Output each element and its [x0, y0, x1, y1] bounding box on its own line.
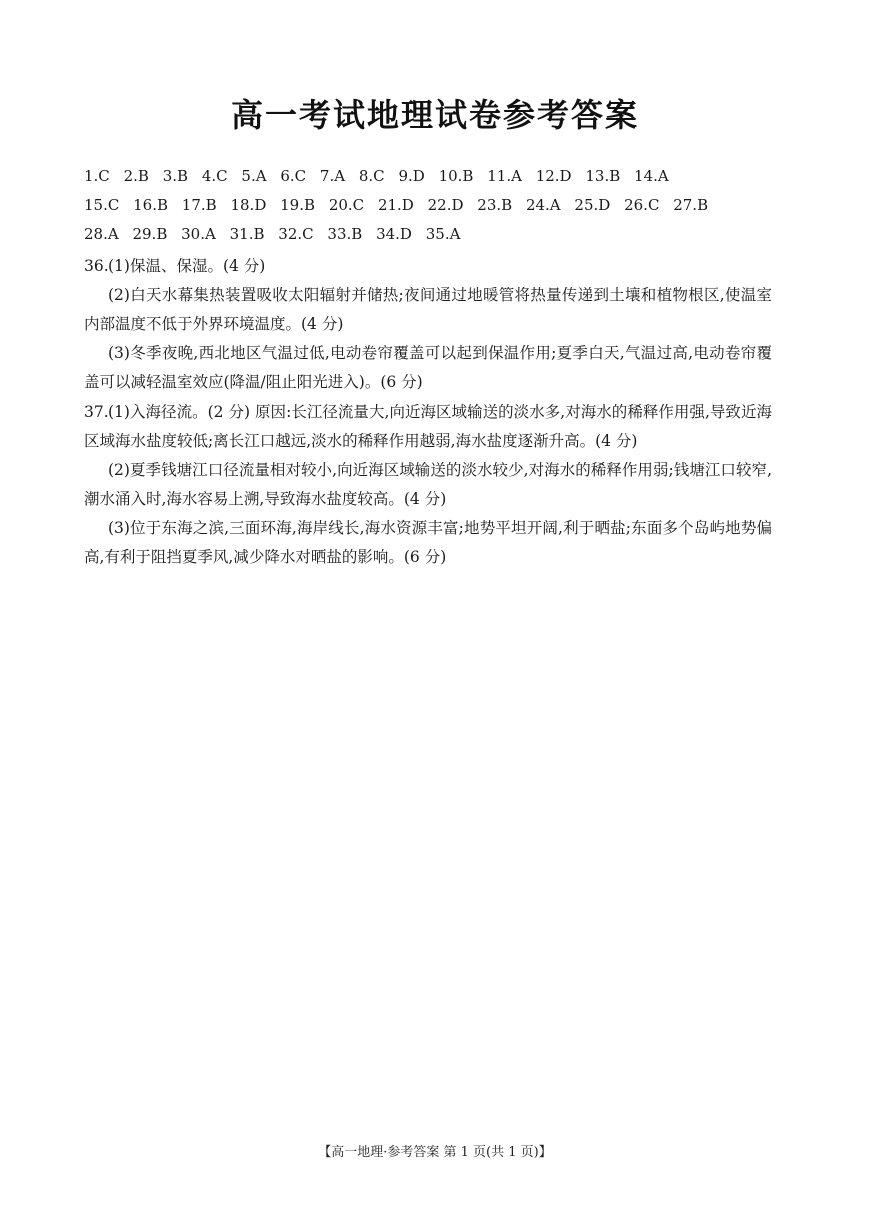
choice-answer: 12.D — [535, 167, 572, 185]
question-number: 37. — [84, 403, 109, 421]
answer-part: (2)夏季钱塘江口径流量相对较小,向近海区域输送的淡水较少,对海水的稀释作用弱;钱塘江口较窄,潮水涌入时,海水容易上溯,导致海水盐度较高。(4 分) — [84, 461, 772, 508]
choice-answers-row-3 — [84, 222, 469, 246]
choice-answer: 32.C — [278, 225, 314, 243]
choice-answer: 3.B — [162, 167, 189, 185]
choice-answer: 27.B — [673, 196, 709, 214]
question-36-answers — [108, 252, 796, 281]
choice-answer: 6.C — [280, 167, 307, 185]
choice-answer: 23.B — [477, 196, 513, 214]
choice-answers-row-1 — [84, 164, 678, 188]
choice-answer: 30.A — [181, 225, 216, 243]
choice-answer: 24.A — [525, 196, 561, 214]
choice-answer: 14.A — [634, 167, 669, 185]
choice-answer: 4.C — [201, 167, 228, 185]
choice-answers-row-2 — [84, 193, 717, 217]
answer-part: (2)白天水幕集热装置吸收太阳辐射并储热;夜间通过地暖管将热量传递到土壤和植物根区,使温室内部温度不低于外界环境温度。(4 分) — [84, 286, 772, 333]
choice-answer: 29.B — [132, 225, 168, 243]
page-footer: 【高一地理·参考答案 第 1 页(共 1 页)】 — [318, 1145, 552, 1160]
question-37-answers — [84, 398, 772, 572]
answer-part: (1)入海径流。(2 分) 原因:长江径流量大,向近海区域输送的淡水多,对海水的稀释作用强,导致近海区域海水盐度较低;离长江口越远,淡水的稀释作用越弱,海水盐度逐渐升高。(4 分) — [84, 403, 772, 450]
choice-answer: 18.D — [230, 196, 267, 214]
choice-answer: 7.A — [319, 167, 346, 185]
choice-answer: 34.D — [376, 225, 412, 243]
choice-answer: 25.D — [574, 196, 611, 214]
choice-answer: 20.C — [328, 196, 365, 214]
choice-answer: 8.C — [358, 167, 385, 185]
choice-answer: 13.B — [585, 167, 621, 185]
choice-answer: 5.A — [241, 167, 267, 185]
choice-answer: 33.B — [327, 225, 363, 243]
choice-answer: 10.B — [438, 167, 474, 185]
choice-answer: 9.D — [398, 167, 425, 185]
answer-part: (3)冬季夜晚,西北地区气温过低,电动卷帘覆盖可以起到保温作用;夏季白天,气温过高,电动卷帘覆盖可以减轻温室效应(降温/阻止阳光进入)。(6 分) — [84, 344, 772, 391]
question-number: 36. — [84, 257, 109, 275]
choice-answer: 22.D — [427, 196, 464, 214]
choice-answer: 2.B — [123, 167, 149, 185]
answer-part: (3)位于东海之滨,三面环海,海岸线长,海水资源丰富;地势平坦开阔,利于晒盐;东面多个岛屿地势偏高,有利于阻挡夏季风,减少降水对晒盐的影响。(6 分) — [84, 519, 772, 566]
answer-part: (1)保温、保湿。(4 分) — [108, 257, 266, 275]
choice-answer: 1.C — [84, 167, 110, 185]
choice-answer: 16.B — [133, 196, 169, 214]
choice-answer: 19.B — [280, 196, 316, 214]
choice-answer: 17.B — [181, 196, 217, 214]
choice-answer: 15.C — [84, 196, 120, 214]
question-36-answers-cont — [84, 281, 772, 397]
choice-answer: 21.D — [377, 196, 414, 214]
page-title: 高一考试地理试卷参考答案 — [230, 96, 639, 134]
choice-answer: 11.A — [487, 167, 522, 185]
choice-answer: 28.A — [84, 225, 119, 243]
choice-answer: 26.C — [624, 196, 660, 214]
choice-answer: 31.B — [229, 225, 265, 243]
choice-answer: 35.A — [425, 225, 461, 243]
